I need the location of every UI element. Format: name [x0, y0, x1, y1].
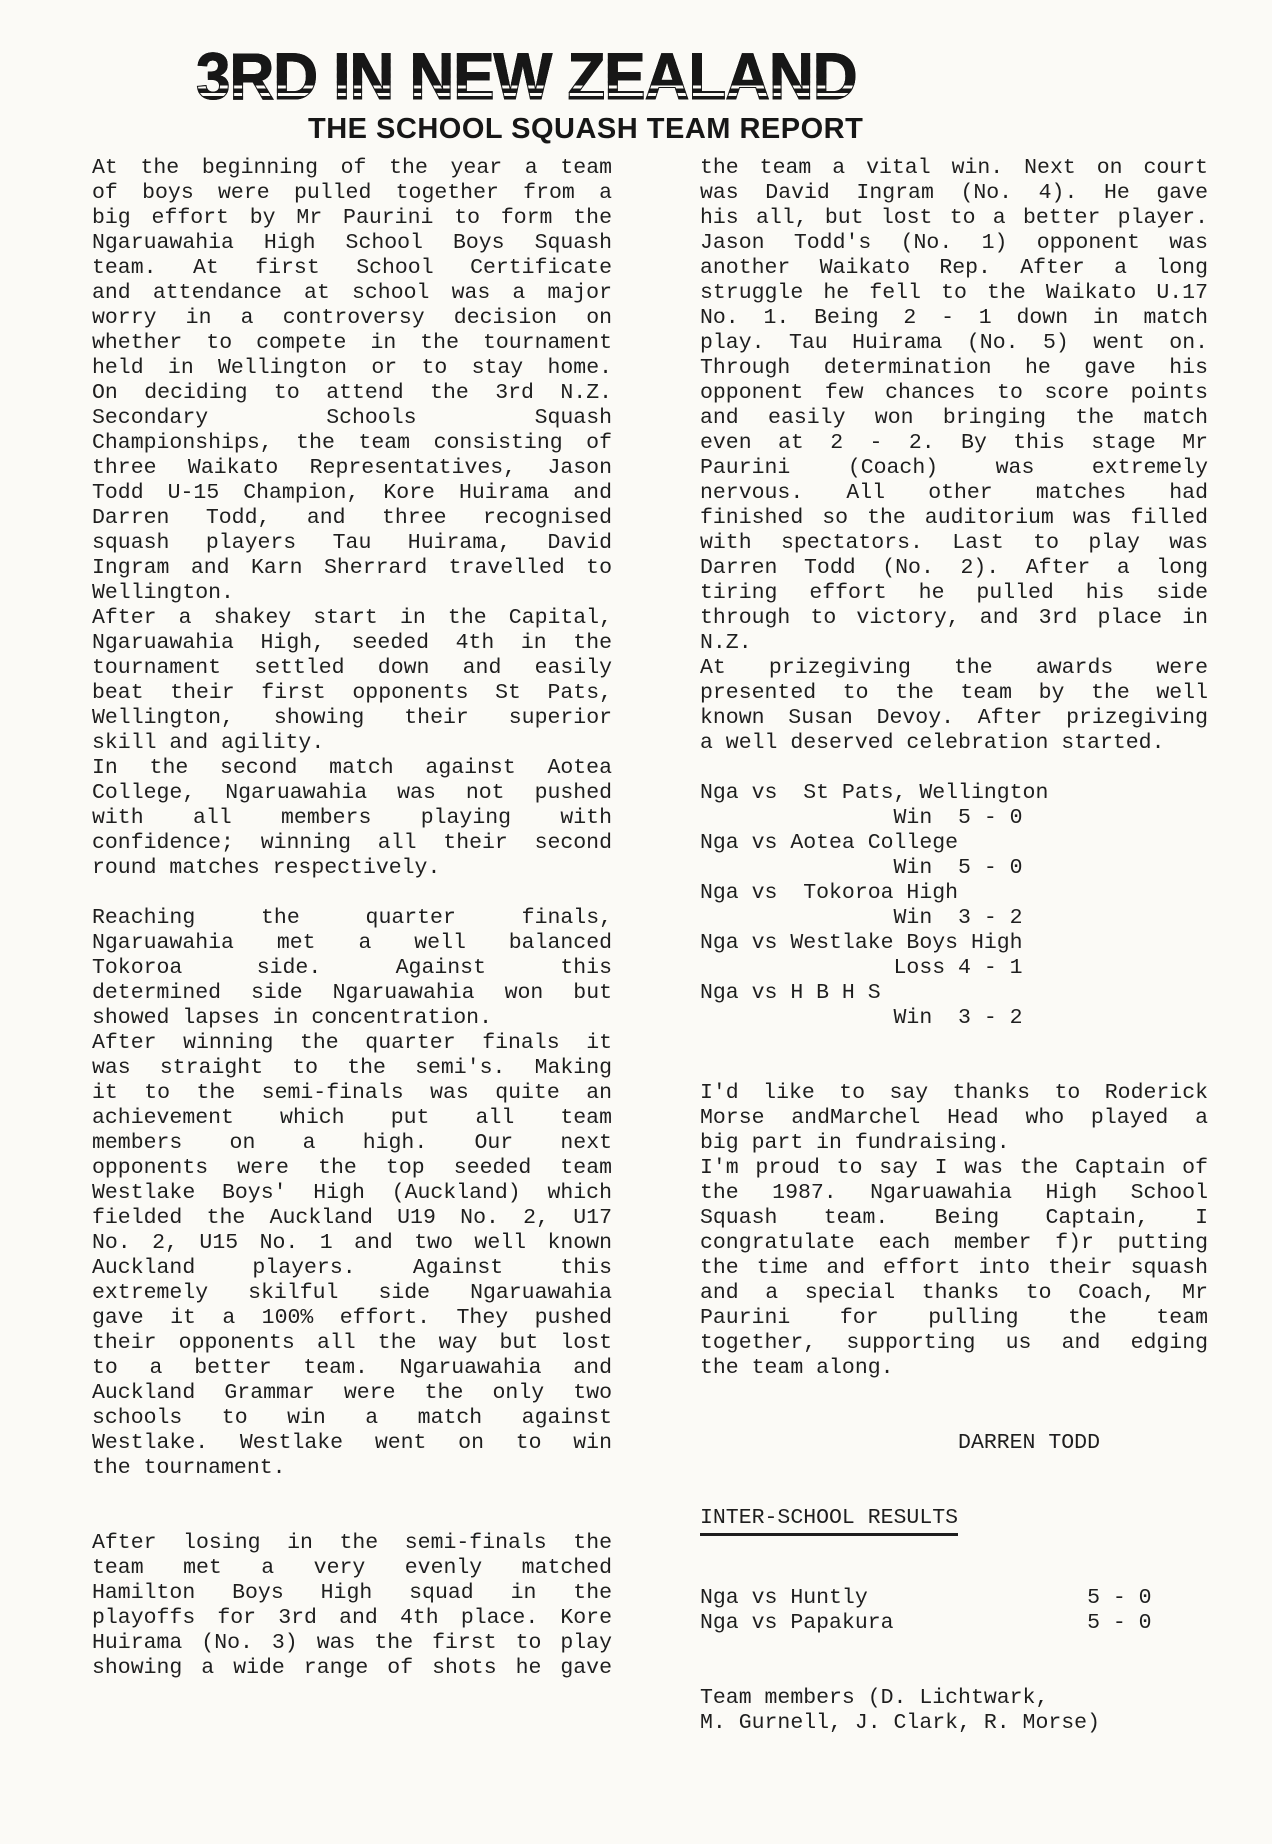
text-line: opponents were the top seeded team: [92, 1156, 612, 1180]
left-column: [92, 156, 612, 1736]
text-line: playoffs for 3rd and 4th place. Kore: [92, 1606, 612, 1630]
text-line: After winning the quarter finals it: [92, 1031, 612, 1055]
report-body: [0, 144, 1272, 1736]
text-line: nervous. All other matches had: [700, 481, 1208, 505]
text-line: and easily won bringing the match: [700, 406, 1208, 430]
text-line: In the second match against Aotea: [92, 756, 612, 780]
document-page: [0, 40, 1272, 1844]
text-line: After a shakey start in the Capital,: [92, 606, 612, 630]
results-block: [700, 1686, 1208, 1736]
results-block: [700, 1586, 1208, 1636]
paragraph: [700, 656, 1208, 756]
text-line: a well deserved celebration started.: [700, 731, 1165, 755]
text-line: Hamilton Boys High squad in the: [92, 1581, 612, 1605]
results-block: [700, 781, 1208, 1031]
text-line: Nga vs Westlake Boys High: [700, 931, 1023, 955]
text-line: On deciding to attend the 3rd N.Z.: [92, 381, 612, 405]
paragraph: [92, 906, 612, 1031]
text-line: Ngaruawahia High School Boys Squash: [92, 231, 612, 255]
results-block: [700, 1431, 1208, 1456]
text-line: determined side Ngaruawahia won but: [92, 981, 612, 1005]
text-line: beat their first opponents St Pats,: [92, 681, 612, 705]
text-line: Nga vs Huntly 5 - 0: [700, 1586, 1152, 1610]
text-line: Nga vs Aotea College: [700, 831, 959, 855]
text-line: achievement which put all team: [92, 1106, 612, 1130]
text-line: Darren Todd, and three recognised: [92, 506, 612, 530]
text-line: big effort by Mr Paurini to form the: [92, 206, 612, 230]
text-line: I'm proud to say I was the Captain of: [700, 1156, 1208, 1180]
text-line: it to the semi-finals was quite an: [92, 1081, 612, 1105]
text-line: Darren Todd (No. 2). After a long: [700, 556, 1208, 580]
text-line: After losing in the semi-finals the: [92, 1531, 612, 1555]
text-line: showed lapses in concentration.: [92, 1006, 492, 1030]
paragraph: [92, 1031, 612, 1481]
text-line: Auckland players. Against this: [92, 1256, 612, 1280]
text-line: Westlake. Westlake went on to win: [92, 1431, 612, 1455]
text-line: No. 1. Being 2 - 1 down in match: [700, 306, 1208, 330]
text-line: held in Wellington or to stay home.: [92, 356, 612, 380]
paragraph: [700, 1156, 1208, 1381]
text-line: Nga vs Papakura 5 - 0: [700, 1611, 1152, 1635]
text-line: N.Z.: [700, 631, 752, 655]
text-line: to a better team. Ngaruawahia and: [92, 1356, 612, 1380]
report-subtitle: THE SCHOOL SQUASH TEAM REPORT: [308, 113, 864, 145]
text-line: big part in fundraising.: [700, 1131, 1010, 1155]
paragraph: [92, 1531, 612, 1681]
text-line: Win 5 - 0: [700, 856, 1023, 880]
text-line: I'd like to say thanks to Roderick: [700, 1081, 1208, 1105]
text-line: Westlake Boys' High (Auckland) which: [92, 1181, 612, 1205]
text-line: tournament settled down and easily: [92, 656, 612, 680]
heading-text: INTER-SCHOOL RESULTS: [700, 1506, 958, 1536]
text-line: worry in a controversy decision on: [92, 306, 612, 330]
text-line: the team a vital win. Next on court: [700, 156, 1208, 180]
text-line: even at 2 - 2. By this stage Mr: [700, 431, 1208, 455]
text-line: Ingram and Karn Sherrard travelled to: [92, 556, 612, 580]
text-line: DARREN TODD: [700, 1431, 1100, 1455]
text-line: team met a very evenly matched: [92, 1556, 612, 1580]
text-line: Squash team. Being Captain, I: [700, 1206, 1208, 1230]
inter-school-results-heading: [700, 1506, 1208, 1536]
text-line: skill and agility.: [92, 731, 325, 755]
text-line: extremely skilful side Ngaruawahia: [92, 1281, 612, 1305]
text-line: Reaching the quarter finals,: [92, 906, 612, 930]
report-title: 3RD IN NEW ZEALAND: [196, 44, 1272, 112]
text-line: Through determination he gave his: [700, 356, 1208, 380]
text-line: play. Tau Huirama (No. 5) went on.: [700, 331, 1208, 355]
text-line: Huirama (No. 3) was the first to play: [92, 1631, 612, 1655]
text-line: Win 5 - 0: [700, 806, 1023, 830]
text-line: Tokoroa side. Against this: [92, 956, 612, 980]
text-line: finished so the auditorium was filled: [700, 506, 1208, 530]
text-line: Morse andMarchel Head who played a: [700, 1106, 1208, 1130]
text-line: confidence; winning all their second: [92, 831, 612, 855]
paragraph: [700, 1081, 1208, 1156]
text-line: squash players Tau Huirama, David: [92, 531, 612, 555]
text-line: Loss 4 - 1: [700, 956, 1023, 980]
text-line: another Waikato Rep. After a long: [700, 256, 1208, 280]
text-line: At prizegiving the awards were: [700, 656, 1208, 680]
text-line: the 1987. Ngaruawahia High School: [700, 1181, 1208, 1205]
text-line: opponent few chances to score points: [700, 381, 1208, 405]
text-line: Paurini for pulling the team: [700, 1306, 1208, 1330]
text-line: Jason Todd's (No. 1) opponent was: [700, 231, 1208, 255]
text-line: whether to compete in the tournament: [92, 331, 612, 355]
text-line: struggle he fell to the Waikato U.17: [700, 281, 1208, 305]
text-line: round matches respectively.: [92, 856, 441, 880]
text-line: three Waikato Representatives, Jason: [92, 456, 612, 480]
paragraph: [92, 606, 612, 756]
text-line: Ngaruawahia High, seeded 4th in the: [92, 631, 612, 655]
text-line: through to victory, and 3rd place in: [700, 606, 1208, 630]
text-line: his all, but lost to a better player.: [700, 206, 1208, 230]
text-line: M. Gurnell, J. Clark, R. Morse): [700, 1711, 1100, 1735]
text-line: the time and effort into their squash: [700, 1256, 1208, 1280]
text-line: fielded the Auckland U19 No. 2, U17: [92, 1206, 612, 1230]
text-line: Paurini (Coach) was extremely: [700, 456, 1208, 480]
text-line: presented to the team by the well: [700, 681, 1208, 705]
text-line: members on a high. Our next: [92, 1131, 612, 1155]
text-line: No. 2, U15 No. 1 and two well known: [92, 1231, 612, 1255]
right-column: [700, 156, 1208, 1736]
text-line: and attendance at school was a major: [92, 281, 612, 305]
text-line: Secondary Schools Squash: [92, 406, 612, 430]
paragraph: [700, 156, 1208, 656]
text-line: the tournament.: [92, 1456, 286, 1480]
text-line: congratulate each member f)r putting: [700, 1231, 1208, 1255]
text-line: together, supporting us and edging: [700, 1331, 1208, 1355]
text-line: was straight to the semi's. Making: [92, 1056, 612, 1080]
text-line: Wellington.: [92, 581, 234, 605]
text-line: At the beginning of the year a team: [92, 156, 612, 180]
text-line: with all members playing with: [92, 806, 612, 830]
text-line: with spectators. Last to play was: [700, 531, 1208, 555]
text-line: Championships, the team consisting of: [92, 431, 612, 455]
text-line: schools to win a match against: [92, 1406, 612, 1430]
text-line: Nga vs St Pats, Wellington: [700, 781, 1049, 805]
text-line: Nga vs H B H S: [700, 981, 881, 1005]
text-line: College, Ngaruawahia was not pushed: [92, 781, 612, 805]
paragraph: [92, 756, 612, 881]
text-line: Auckland Grammar were the only two: [92, 1381, 612, 1405]
text-line: Nga vs Tokoroa High: [700, 881, 959, 905]
text-line: Wellington, showing their superior: [92, 706, 612, 730]
text-line: of boys were pulled together from a: [92, 181, 612, 205]
text-line: showing a wide range of shots he gave: [92, 1656, 612, 1680]
paragraph: [92, 156, 612, 606]
text-line: was David Ingram (No. 4). He gave: [700, 181, 1208, 205]
text-line: Todd U-15 Champion, Kore Huirama and: [92, 481, 612, 505]
text-line: known Susan Devoy. After prizegiving: [700, 706, 1208, 730]
text-line: the team along.: [700, 1356, 894, 1380]
report-header: [196, 40, 1272, 145]
text-line: Win 3 - 2: [700, 906, 1023, 930]
text-line: team. At first School Certificate: [92, 256, 612, 280]
text-line: gave it a 100% effort. They pushed: [92, 1306, 612, 1330]
text-line: Ngaruawahia met a well balanced: [92, 931, 612, 955]
text-line: tiring effort he pulled his side: [700, 581, 1208, 605]
text-line: their opponents all the way but lost: [92, 1331, 612, 1355]
text-line: and a special thanks to Coach, Mr: [700, 1281, 1208, 1305]
text-line: Team members (D. Lichtwark,: [700, 1686, 1049, 1710]
text-line: Win 3 - 2: [700, 1006, 1023, 1030]
